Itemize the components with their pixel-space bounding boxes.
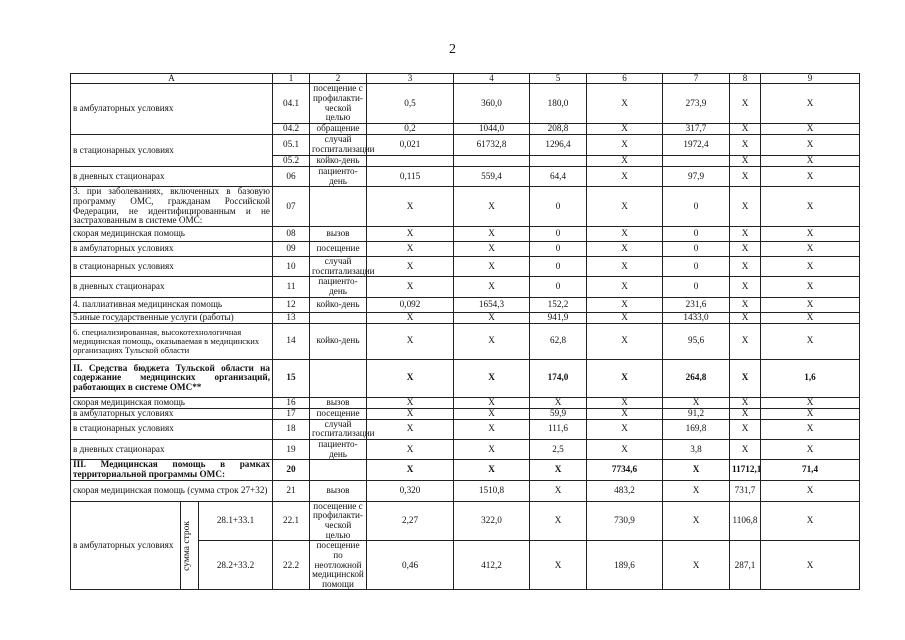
row-label: в дневных стационарах [71,439,273,459]
row-label: скорая медицинская помощь (сумма строк 27+32) [71,480,273,501]
value-cell: X [454,187,530,227]
row-label: скорая медицинская помощь [71,397,273,408]
header-cell: 2 [310,74,367,84]
unit-cell: случай госпитализации [310,135,367,156]
value-cell: X [761,84,860,124]
table-row [71,408,860,419]
value-cell: 1654,3 [454,297,530,312]
table-row [71,419,860,439]
row-code: 08 [273,227,310,242]
value-cell: X [761,323,860,359]
header-cell: 1 [273,74,310,84]
value-cell: X [530,397,587,408]
value-cell: 412,2 [454,541,530,590]
unit-cell: койко-день [310,297,367,312]
value-cell: X [454,397,530,408]
value-cell: 91,2 [663,408,730,419]
value-cell: X [587,397,663,408]
value-cell: 180,0 [530,84,587,124]
value-cell: X [761,439,860,459]
table-row [71,297,860,312]
value-cell: X [730,167,761,187]
value-cell: X [730,156,761,167]
value-cell: 0,320 [367,480,454,501]
table-row [71,257,860,277]
unit-cell: койко-день [310,323,367,359]
value-cell: X [730,242,761,257]
value-cell: 1296,4 [530,135,587,156]
value-cell [530,156,587,167]
row-code: 19 [273,439,310,459]
value-cell: 62,8 [530,323,587,359]
value-cell: X [761,167,860,187]
value-cell: X [730,419,761,439]
value-cell: 264,8 [663,359,730,397]
sum-label-cell [181,501,199,590]
value-cell [367,156,454,167]
value-cell: X [587,277,663,297]
value-cell: 152,2 [530,297,587,312]
value-cell: X [761,242,860,257]
value-cell: 0,46 [367,541,454,590]
unit-cell [310,359,367,397]
row-label: в амбулаторных условиях [71,408,273,419]
row-label: в амбулаторных условиях [71,242,273,257]
unit-cell: койко-день [310,156,367,167]
unit-cell: вызов [310,480,367,501]
value-cell: X [587,439,663,459]
value-cell: 273,9 [663,84,730,124]
value-cell: X [663,397,730,408]
value-cell: 208,8 [530,124,587,135]
value-cell: 231,6 [663,297,730,312]
row-code: 18 [273,419,310,439]
value-cell: X [367,187,454,227]
unit-cell [310,312,367,323]
unit-cell: посещение [310,408,367,419]
value-cell: X [454,312,530,323]
unit-cell: пациенто-день [310,167,367,187]
row-code: 10 [273,257,310,277]
header-cell: 4 [454,74,530,84]
value-cell: 59,9 [530,408,587,419]
row-code: 13 [273,312,310,323]
row-label: в амбулаторных условиях [71,84,273,135]
value-cell: X [367,312,454,323]
value-cell: 360,0 [454,84,530,124]
row-label: II. Средства бюджета Тульской области на содержание медицинских организаций, работающих в системе ОМС** [71,359,273,397]
value-cell: 0 [530,277,587,297]
value-cell: 1044,0 [454,124,530,135]
value-cell: 97,9 [663,167,730,187]
value-cell: 0 [663,257,730,277]
unit-cell [310,187,367,227]
value-cell: X [663,460,730,480]
row-code: 12 [273,297,310,312]
value-cell: X [587,242,663,257]
value-cell: X [367,323,454,359]
header-cell: А [71,74,273,84]
value-cell: X [367,227,454,242]
value-cell: X [730,323,761,359]
value-cell: X [367,359,454,397]
vertical-sum-label: сумма строк [182,520,192,571]
value-cell: X [454,323,530,359]
header-row [71,74,860,84]
value-cell: X [730,84,761,124]
value-cell: X [761,156,860,167]
row-code: 05.1 [273,135,310,156]
value-cell: X [367,460,454,480]
row-code: 07 [273,187,310,227]
value-cell: X [730,257,761,277]
sum-rows: 28.2+33.2 [199,541,273,590]
row-label: скорая медицинская помощь [71,227,273,242]
value-cell: X [587,297,663,312]
value-cell: X [454,227,530,242]
value-cell: X [367,439,454,459]
value-cell: X [587,227,663,242]
value-cell: 287,1 [730,541,761,590]
table-row [71,439,860,459]
row-label: в стационарных условиях [71,419,273,439]
unit-cell [310,460,367,480]
value-cell: 941,9 [530,312,587,323]
page-number: 2 [449,42,456,57]
unit-cell: пациенто- день [310,439,367,459]
value-cell: 0 [663,227,730,242]
value-cell: X [587,257,663,277]
row-code: 22.2 [273,541,310,590]
value-cell: X [530,460,587,480]
row-code: 04.2 [273,124,310,135]
row-code: 04.1 [273,84,310,124]
value-cell: 0,5 [367,84,454,124]
value-cell: X [587,312,663,323]
value-cell: X [587,156,663,167]
value-cell [454,156,530,167]
value-cell: X [761,124,860,135]
value-cell: X [454,277,530,297]
row-code: 20 [273,460,310,480]
table-row [71,501,860,541]
value-cell: 0 [663,187,730,227]
value-cell: X [761,277,860,297]
value-cell: X [367,242,454,257]
value-cell: 64,4 [530,167,587,187]
table-row [71,312,860,323]
value-cell: X [367,397,454,408]
value-cell: X [454,439,530,459]
row-label: в дневных стационарах [71,277,273,297]
value-cell: X [761,297,860,312]
value-cell: X [761,541,860,590]
value-cell: X [730,124,761,135]
value-cell: 0 [663,242,730,257]
table-row [71,84,860,124]
header-cell: 7 [663,74,730,84]
value-cell: X [587,84,663,124]
row-code: 14 [273,323,310,359]
value-cell: X [587,359,663,397]
value-cell: 1,6 [761,359,860,397]
value-cell: 0 [530,242,587,257]
value-cell: X [454,359,530,397]
row-label: 6. специализированная, высокотехнологичная медицинская помощь, оказываемая в медицинских организациях Тульской области [71,323,273,359]
value-cell: X [367,408,454,419]
row-code: 22.1 [273,501,310,541]
row-label: в амбулаторных условиях [71,501,181,590]
value-cell: X [761,480,860,501]
value-cell: 1972,4 [663,135,730,156]
table-row [71,397,860,408]
sum-rows: 28.1+33.1 [199,501,273,541]
value-cell [663,156,730,167]
table-row [71,323,860,359]
value-cell: X [761,312,860,323]
value-cell: X [367,257,454,277]
table-row [71,460,860,480]
value-cell: 483,2 [587,480,663,501]
value-cell: 2,5 [530,439,587,459]
value-cell: X [761,227,860,242]
value-cell: 1510,8 [454,480,530,501]
row-code: 15 [273,359,310,397]
value-cell: X [730,408,761,419]
value-cell: X [367,277,454,297]
value-cell: X [761,257,860,277]
value-cell: 730,9 [587,501,663,541]
value-cell: X [454,408,530,419]
value-cell: X [730,187,761,227]
value-cell: X [587,135,663,156]
row-label: 4. паллиативная медицинская помощь [71,297,273,312]
value-cell: 1106,8 [730,501,761,541]
row-label: в дневных стационарах [71,167,273,187]
row-code: 21 [273,480,310,501]
value-cell: 0,021 [367,135,454,156]
unit-cell: случай госпитализации [310,257,367,277]
value-cell: 322,0 [454,501,530,541]
value-cell: X [530,501,587,541]
value-cell: 0,092 [367,297,454,312]
unit-cell: обращение [310,124,367,135]
value-cell: 2,27 [367,501,454,541]
value-cell: X [761,501,860,541]
value-cell: X [761,397,860,408]
table-row [71,242,860,257]
value-cell: X [587,323,663,359]
value-cell: 61732,8 [454,135,530,156]
value-cell: X [730,439,761,459]
table-row [71,480,860,501]
value-cell: X [367,419,454,439]
value-cell: X [761,187,860,227]
table-row [71,359,860,397]
value-cell: 3,8 [663,439,730,459]
value-cell: 317,7 [663,124,730,135]
value-cell: X [730,227,761,242]
value-cell: X [454,460,530,480]
value-cell: X [663,501,730,541]
value-cell: X [730,297,761,312]
value-cell: 1433,0 [663,312,730,323]
value-cell: 0 [663,277,730,297]
value-cell: X [587,187,663,227]
header-cell: 5 [530,74,587,84]
unit-cell: вызов [310,397,367,408]
table-row [71,277,860,297]
unit-cell: пациенто-день [310,277,367,297]
value-cell: X [454,242,530,257]
value-cell: X [730,135,761,156]
value-cell: 0,2 [367,124,454,135]
value-cell: X [663,541,730,590]
row-code: 09 [273,242,310,257]
value-cell: X [454,257,530,277]
header-cell: 6 [587,74,663,84]
row-label: в стационарных условиях [71,135,273,167]
value-cell: 174,0 [530,359,587,397]
value-cell: X [730,277,761,297]
header-cell: 3 [367,74,454,84]
unit-cell: посещение с профилакти-ческой целью [310,84,367,124]
value-cell: 0,115 [367,167,454,187]
value-cell: 731,7 [730,480,761,501]
value-cell: X [730,397,761,408]
value-cell: X [730,359,761,397]
table-row [71,135,860,156]
row-code: 16 [273,397,310,408]
value-cell: X [761,408,860,419]
row-label: III. Медицинская помощь в рамках территориальной программы ОМС: [71,460,273,480]
row-code: 11 [273,277,310,297]
header-cell: 8 [730,74,761,84]
value-cell: X [587,124,663,135]
value-cell: 11712,1 [730,460,761,480]
header-cell: 9 [761,74,860,84]
value-cell: X [761,419,860,439]
value-cell: X [663,480,730,501]
value-cell: 7734,6 [587,460,663,480]
value-cell: X [761,135,860,156]
value-cell: 71,4 [761,460,860,480]
unit-cell: случай госпитализации [310,419,367,439]
row-code: 17 [273,408,310,419]
value-cell: X [530,541,587,590]
unit-cell: посещение [310,242,367,257]
value-cell: X [587,408,663,419]
unit-cell: посещение с профилакти-ческой целью [310,501,367,541]
value-cell: 0 [530,187,587,227]
row-label: 5.иные государственные услуги (работы) [71,312,273,323]
value-cell: X [587,167,663,187]
value-cell: 559,4 [454,167,530,187]
value-cell: 169,8 [663,419,730,439]
value-cell: 0 [530,257,587,277]
row-code: 06 [273,167,310,187]
row-label: в стационарных условиях [71,257,273,277]
row-code: 05.2 [273,156,310,167]
value-cell: X [530,480,587,501]
table-row [71,187,860,227]
row-label: 3. при заболеваниях, включенных в базовую программу ОМС, гражданам Российской Федерации, не идентифицированным и не застрахованным в системе ОМС: [71,187,273,227]
value-cell: X [587,419,663,439]
value-cell: 95,6 [663,323,730,359]
table-row [71,167,860,187]
unit-cell: посещение по неотложной медицинской помощи [310,541,367,590]
data-table [70,73,860,590]
value-cell: 189,6 [587,541,663,590]
value-cell: X [730,312,761,323]
value-cell: X [454,419,530,439]
table-row [71,227,860,242]
value-cell: 0 [530,227,587,242]
unit-cell: вызов [310,227,367,242]
value-cell: 111,6 [530,419,587,439]
